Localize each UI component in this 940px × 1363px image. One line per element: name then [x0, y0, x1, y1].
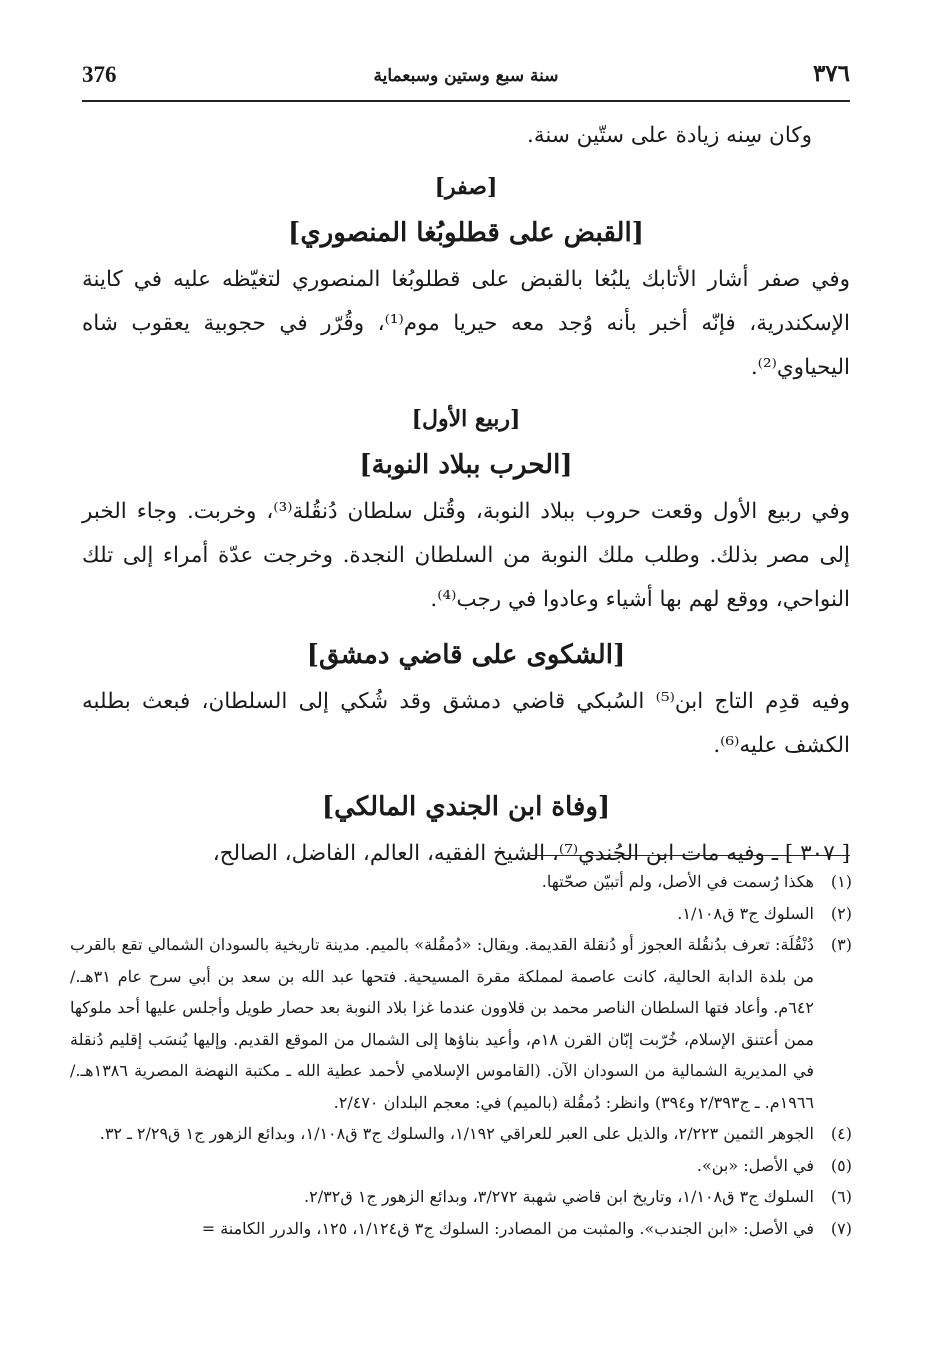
- section-heading-nubia: [الحرب ببلاد النوبة]: [359, 450, 573, 480]
- footnote-text: السلوك ج٣ ق١/١٠٨، وتاريخ ابن قاضي شهبة ٣/٢٧٢، وبدائع الزهور ج١ ق٢/٣٢.: [304, 1187, 814, 1206]
- footnote-text: الجوهر الثمين ٢/٢٢٣، والذيل على العبر للعراقي ١/١٩٢، والسلوك ج٣ ق١/١٠٨، وبدائع الزهور ج١ ق٢/٢٩ ـ ٣٢.: [99, 1124, 814, 1143]
- section-heading-death: [وفاة ابن الجندي المالكي]: [321, 792, 611, 822]
- footnote-number: (١): [830, 872, 852, 891]
- footnote-item: [70, 866, 852, 898]
- footnote-item: [70, 1118, 852, 1150]
- footnote-text: في الأصل: «بن».: [696, 1155, 814, 1175]
- footnotes: [70, 866, 852, 1244]
- month-heading-rabi: [ربيع الأول]: [411, 406, 521, 432]
- page-number-arabic: ٣٧٦: [812, 60, 850, 87]
- footnote-item: [70, 1181, 852, 1213]
- section-heading-complaint: [الشكوى على قاضي دمشق]: [306, 640, 626, 670]
- main-text: [82, 114, 850, 876]
- section-heading-arrest: [القبض على قطلوبُغا المنصوري]: [288, 218, 644, 248]
- footnote-number: (٧): [830, 1218, 852, 1238]
- footnote-item: [70, 1150, 852, 1182]
- footnote-text: دُنْقُلَة: تعرف بدُنقُلة العجوز أو دُنقلة القديمة. ويقال: «دُمقُلة» بالميم. مدينة تاريخية بالسودان الشمالي تقع بالقرب من بلدة الدابة الحالية، كانت عاصمة لمملكة مقرة المسيحية. فتحها عبد الله بن سعد بن أبي سرح عام ٣١هـ./٦٤٢م. وأعاد فتها السلطان الناصر محمد بن قلاوون عندما غزا بلاد النوبة بعد حصار طويل وأجلس عليها أحد ملوكها ممن أعتنق الإسلام، خُرّبت إبّان القرن ١٨م، وأعيد بناؤها إلى الشمال من الموقع القديم. وإليها يُنسَب إقليم دُنقلة في المديرية الشمالية من السودان الآن. (القاموس الإسلامي لأحمد عطية الله ـ مكتبة النهضة المصرية ١٣٨٦هـ./١٩٦٦م. ـ ج٢/٣٩٣ و٣٩٤) وانظر: دُمقُلة (بالميم) في: معجم البلدان ٢/٤٧٠.: [70, 935, 815, 1112]
- intro-paragraph: وكان سِنه زيادة على ستّين سنة.: [526, 123, 812, 148]
- footnote-text: في الأصل: «ابن الجندب». والمثبت من المصادر: السلوك ج٣ ق١/١٢٤، ١٢٥، والدرر الكامنة =: [201, 1218, 814, 1238]
- paragraph-nubia: وفي ربيع الأول وقعت حروب ببلاد النوبة، وقُتل سلطان دُنقُلة⁽³⁾، وخربت. وجاء الخبر إلى مصر بذلك. وطلب ملك النوبة من السلطان النجدة. وخرجت عدّة أمراء إلى تلك النواحي، ووقع لهم بها أشياء وعادوا في رجب⁽⁴⁾.: [82, 499, 850, 612]
- footnote-item: [70, 1213, 852, 1245]
- paragraph-complaint: وفيه قدِم التاج ابن⁽⁵⁾ السُبكي قاضي دمشق وقد شُكي إلى السلطان، فبعث بطلبه الكشف عليه⁽⁶⁾.: [82, 689, 850, 758]
- footnote-text: هكذا رُسمت في الأصل، ولم أتبيّن صحّتها.: [541, 872, 814, 891]
- page-number-latin: 376: [82, 62, 117, 87]
- footnote-text: السلوك ج٣ ق١/١٠٨.: [677, 903, 814, 923]
- paragraph-arrest: وفي صفر أشار الأتابك يلبُغا بالقبض على قطلوبُغا المنصوري لتغيّظه عليه في كاينة الإسكندرية، فإنّه أخبر بأنه وُجد معه حيريا موم⁽¹⁾، وقُرّر في حجوبية يعقوب شاه اليحياوي⁽²⁾.: [82, 267, 850, 380]
- footnote-item: [70, 898, 852, 930]
- running-title: سنة سبع وستين وسبعماية: [373, 66, 559, 86]
- footnote-number: (٥): [830, 1155, 852, 1175]
- footnote-number: (٦): [830, 1187, 852, 1206]
- footnote-number: (٣): [830, 935, 852, 954]
- page-header: [82, 60, 850, 102]
- footnote-number: (٤): [830, 1124, 852, 1143]
- footnote-separator: [530, 855, 850, 856]
- footnote-number: (٢): [830, 903, 852, 923]
- footnote-item: [70, 929, 852, 1118]
- paragraph-death: [ ٣٠٧ ] ـ وفيه مات ابن الجُندي⁽⁷⁾، الشيخ الفقيه، العالم، الفاضل، الصالح،: [212, 841, 850, 866]
- month-heading-safar: [صفر]: [434, 174, 498, 200]
